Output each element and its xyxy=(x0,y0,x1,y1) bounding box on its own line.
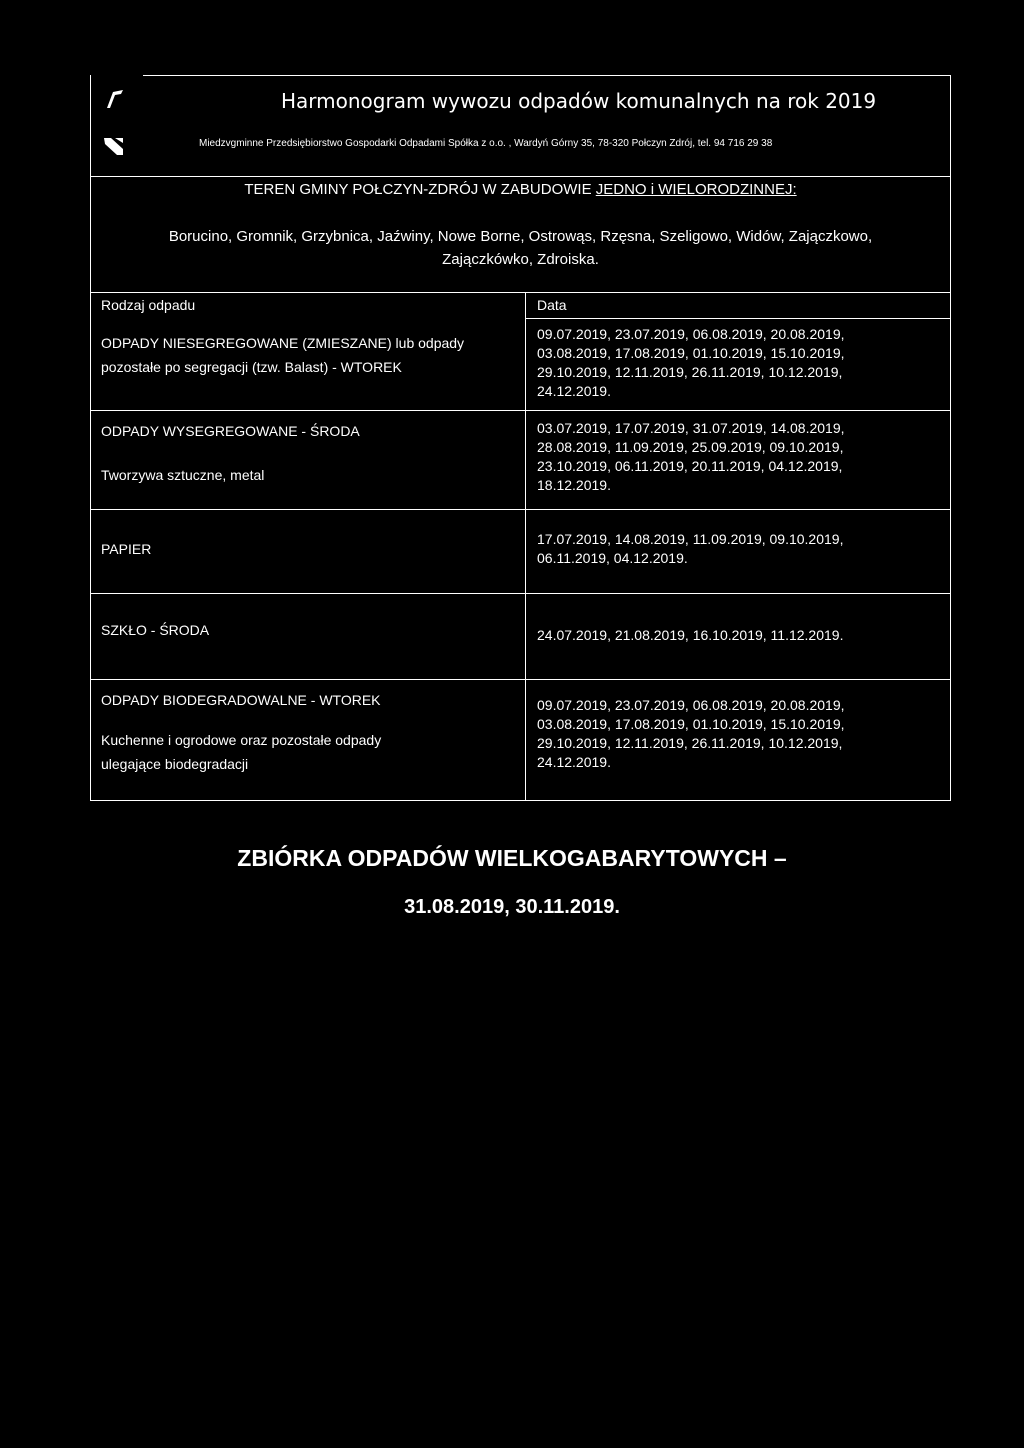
table-row-type xyxy=(101,688,521,776)
area-heading xyxy=(91,181,950,198)
type-line: Tworzywa sztuczne, metal xyxy=(101,467,265,483)
table-row-type xyxy=(101,419,521,487)
villages-list xyxy=(91,225,950,271)
column-header-date: Data xyxy=(537,297,567,313)
date-line: 06.11.2019, 04.12.2019. xyxy=(537,550,688,566)
villages-line: Zajączkówko, Zdroiska. xyxy=(442,251,599,268)
divider xyxy=(91,509,950,510)
divider xyxy=(91,679,950,680)
schedule-sheet xyxy=(90,75,951,801)
type-line: ulegające biodegradacji xyxy=(101,756,249,772)
divider xyxy=(91,593,950,594)
company-info: Miedzvgminne Przedsiębiorstwo Gospodarki Odpadami Spółka z o.o. , Wardyń Górny 35, 78-320 Połczyn Zdrój, tel. 94 716 29 38 xyxy=(199,138,773,149)
bulky-waste-dates: 31.08.2019, 30.11.2019. xyxy=(404,896,620,918)
column-header-type: Rodzaj odpadu xyxy=(101,297,196,313)
date-line: 09.07.2019, 23.07.2019, 06.08.2019, 20.08.2019, xyxy=(537,697,845,713)
logo-bottom-icon xyxy=(103,135,125,157)
page-title: Harmonogram wywozu odpadów komunalnych na rok 2019 xyxy=(281,89,877,113)
date-line: 24.07.2019, 21.08.2019, 16.10.2019, 11.12.2019. xyxy=(537,627,844,643)
divider xyxy=(525,318,950,319)
table-row-dates xyxy=(537,419,937,495)
type-line: PAPIER xyxy=(101,541,152,557)
column-divider xyxy=(525,292,526,800)
type-line: ODPADY BIODEGRADOWALNE - WTOREK xyxy=(101,692,381,708)
divider xyxy=(91,410,950,411)
type-line: SZKŁO - ŚRODA xyxy=(101,622,210,638)
table-row-dates xyxy=(537,626,937,645)
type-line: Kuchenne i ogrodowe oraz pozostałe odpady xyxy=(101,732,382,748)
date-line: 17.07.2019, 14.08.2019, 11.09.2019, 09.10.2019, xyxy=(537,531,844,547)
date-line: 29.10.2019, 12.11.2019, 26.11.2019, 10.12.2019, xyxy=(537,364,843,380)
date-line: 09.07.2019, 23.07.2019, 06.08.2019, 20.08.2019, xyxy=(537,326,845,342)
type-line: ODPADY NIESEGREGOWANE (ZMIESZANE) lub odpady xyxy=(101,335,465,351)
divider xyxy=(91,292,950,293)
date-line: 28.08.2019, 11.09.2019, 25.09.2019, 09.10.2019, xyxy=(537,439,844,455)
logo-top-icon xyxy=(103,89,125,109)
type-line: ODPADY WYSEGREGOWANE - ŚRODA xyxy=(101,423,360,439)
table-row-dates xyxy=(537,696,937,772)
date-line: 03.08.2019, 17.08.2019, 01.10.2019, 15.10.2019, xyxy=(537,716,845,732)
table-row-type xyxy=(101,618,521,642)
table-row-dates xyxy=(537,530,937,568)
date-line: 24.12.2019. xyxy=(537,383,611,399)
date-line: 24.12.2019. xyxy=(537,754,611,770)
area-heading-prefix: TEREN GMINY POŁCZYN-ZDRÓJ W ZABUDOWIE xyxy=(244,181,596,198)
top-border xyxy=(143,75,950,76)
table-row-type xyxy=(101,331,521,379)
table-row-type xyxy=(101,537,521,561)
date-line: 03.08.2019, 17.08.2019, 01.10.2019, 15.10.2019, xyxy=(537,345,845,361)
date-line: 29.10.2019, 12.11.2019, 26.11.2019, 10.12.2019, xyxy=(537,735,843,751)
table-row-dates xyxy=(537,325,937,401)
type-line: pozostałe po segregacji (tzw. Balast) - WTOREK xyxy=(101,359,402,375)
date-line: 03.07.2019, 17.07.2019, 31.07.2019, 14.08.2019, xyxy=(537,420,845,436)
date-line: 18.12.2019. xyxy=(537,477,611,493)
date-line: 23.10.2019, 06.11.2019, 20.11.2019, 04.12.2019, xyxy=(537,458,843,474)
bulky-waste-title: ZBIÓRKA ODPADÓW WIELKOGABARYTOWYCH – xyxy=(237,845,787,871)
villages-line: Borucino, Gromnik, Grzybnica, Jaźwiny, Nowe Borne, Ostrowąs, Rzęsna, Szeligowo, Widów, Zajączkowo, xyxy=(168,228,873,245)
divider xyxy=(91,176,950,177)
area-heading-underlined: JEDNO i WIELORODZINNEJ: xyxy=(595,181,797,198)
